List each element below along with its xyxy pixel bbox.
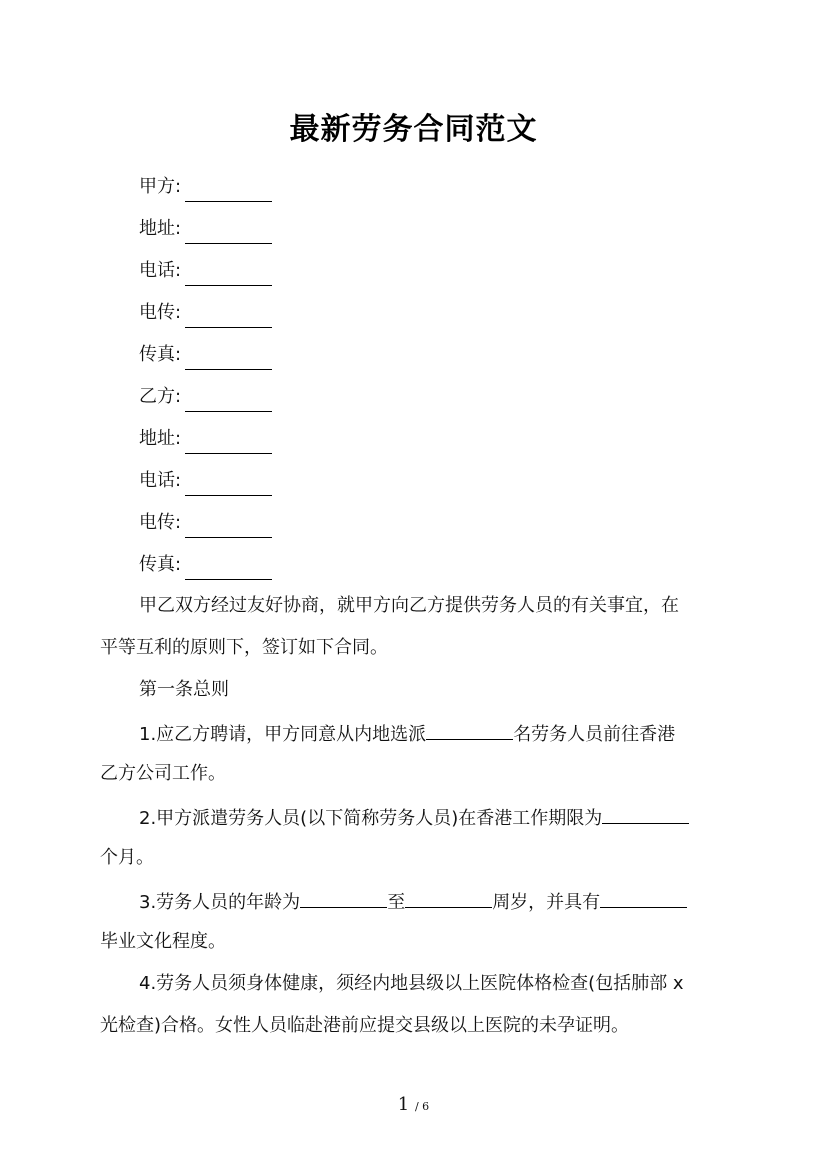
party-a-fax-field bbox=[139, 298, 272, 328]
party-b-name-blank bbox=[185, 389, 272, 412]
clause-3-text-b: 至 bbox=[387, 892, 406, 913]
party-b-name-field bbox=[139, 382, 272, 412]
intro-line-1: 甲乙双方经过友好协商，就甲方向乙方提供劳务人员的有关事宜，在 bbox=[139, 595, 679, 616]
party-a-facsimile-blank bbox=[185, 347, 272, 370]
party-b-name-label: 乙方: bbox=[139, 386, 182, 407]
party-a-phone-label: 电话: bbox=[139, 260, 182, 281]
party-b-phone-field bbox=[139, 466, 272, 496]
total-pages: / 6 bbox=[414, 1100, 430, 1113]
party-b-facsimile-blank bbox=[185, 557, 272, 580]
clause-2-line-1 bbox=[139, 801, 769, 831]
clause-3-min-age-blank bbox=[300, 885, 387, 908]
clause-2-text-a: 2.甲方派遣劳务人员(以下简称劳务人员)在香港工作期限为 bbox=[139, 808, 603, 829]
party-a-name-label: 甲方: bbox=[139, 176, 182, 197]
party-b-fax-field bbox=[139, 508, 272, 538]
clause-3-education-blank bbox=[600, 885, 687, 908]
party-a-fax-blank bbox=[185, 305, 272, 328]
clause-3-text-a: 3.劳务人员的年龄为 bbox=[139, 892, 301, 913]
clause-4-line-2: 光检查)合格。女性人员临赴港前应提交县级以上医院的未孕证明。 bbox=[100, 1015, 630, 1036]
intro-line-2: 平等互利的原则下，签订如下合同。 bbox=[100, 637, 388, 658]
clause-3-text-c: 周岁，并具有 bbox=[492, 892, 601, 913]
clause-1-text-b: 名劳务人员前往香港 bbox=[513, 724, 676, 745]
party-a-fax-label: 电传: bbox=[139, 302, 182, 323]
clause-3-line-2: 毕业文化程度。 bbox=[100, 931, 226, 952]
clause-1-line-2: 乙方公司工作。 bbox=[100, 763, 226, 784]
party-a-address-label: 地址: bbox=[139, 218, 182, 239]
clause-1-text-a: 1.应乙方聘请，甲方同意从内地选派 bbox=[139, 724, 427, 745]
party-a-phone-field bbox=[139, 256, 272, 286]
document-title: 最新劳务合同范文 bbox=[289, 112, 538, 147]
party-a-address-field bbox=[139, 214, 272, 244]
article-1-heading: 第一条总则 bbox=[139, 679, 229, 700]
current-page: 1 bbox=[397, 1094, 410, 1115]
clause-3-max-age-blank bbox=[405, 885, 492, 908]
party-a-name-blank bbox=[185, 179, 272, 202]
clause-1-count-blank bbox=[426, 717, 513, 740]
page-number bbox=[0, 1094, 827, 1115]
party-a-address-blank bbox=[185, 221, 272, 244]
party-b-phone-label: 电话: bbox=[139, 470, 182, 491]
clause-2-line-2: 个月。 bbox=[100, 847, 154, 868]
party-a-facsimile-label: 传真: bbox=[139, 344, 182, 365]
clause-4-line-1: 4.劳务人员须身体健康，须经内地县级以上医院体格检查(包括肺部 x bbox=[139, 973, 684, 994]
party-b-facsimile-label: 传真: bbox=[139, 554, 182, 575]
party-b-address-field bbox=[139, 424, 272, 454]
party-b-phone-blank bbox=[185, 473, 272, 496]
party-b-fax-blank bbox=[185, 515, 272, 538]
party-b-facsimile-field bbox=[139, 550, 272, 580]
clause-2-term-blank bbox=[602, 801, 689, 824]
party-b-fax-label: 电传: bbox=[139, 512, 182, 533]
party-a-phone-blank bbox=[185, 263, 272, 286]
party-a-facsimile-field bbox=[139, 340, 272, 370]
party-a-name-field bbox=[139, 172, 272, 202]
party-b-address-label: 地址: bbox=[139, 428, 182, 449]
clause-3-line-1 bbox=[139, 885, 769, 915]
clause-1-line-1 bbox=[139, 717, 769, 747]
party-b-address-blank bbox=[185, 431, 272, 454]
